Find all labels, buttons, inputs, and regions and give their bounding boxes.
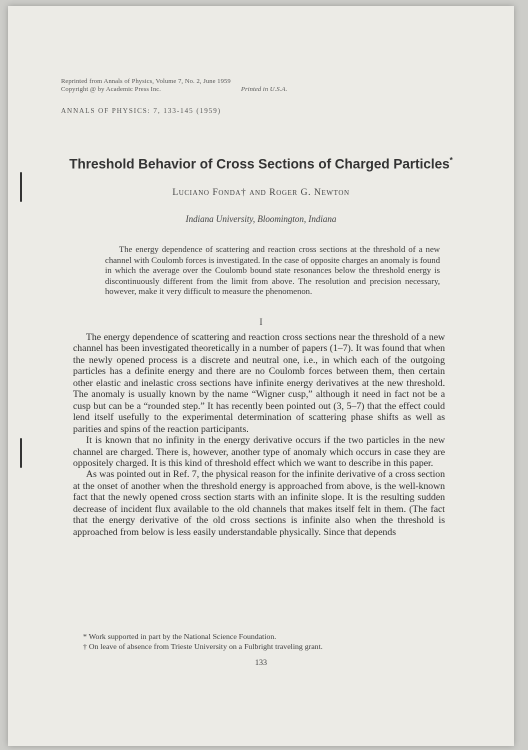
reprint-line: Reprinted from Annals of Physics, Volume 7, No. 2, June 1959 bbox=[61, 78, 231, 85]
abstract: The energy dependence of scattering and reaction cross sections at the threshold of a new channel with Coulomb forces is investigated. In the case of opposite charges an anomaly is found in which the average over the Coulomb bound state resonances below the threshold energy is discontinuously different from the limit from above. The resolution and precision necessary, however, make it very difficult to measure the phenomenon. bbox=[105, 244, 440, 297]
paper-title: Threshold Behavior of Cross Sections of Charged Particles* bbox=[69, 156, 453, 172]
paragraph: As was pointed out in Ref. 7, the physical reason for the infinite derivative of a cross section at the onset of another when the threshold energy is approached from above, is the well-known fact that the newly opened cross section starts with an infinite slope. It is the resulting sudden decrease of incident flux available to the old channels that makes itself felt in them. (The fact that the energy derivative of the old cross sections is infinite also when the threshold is approached from below is less easily understandable physically. Since that depends bbox=[73, 469, 445, 538]
journal-reference: ANNALS OF PHYSICS: 7, 133-145 (1959) bbox=[61, 107, 222, 115]
body-text bbox=[73, 332, 445, 538]
paper-page bbox=[8, 6, 514, 746]
reprint-notice bbox=[61, 78, 288, 94]
paragraph: It is known that no infinity in the energy derivative occurs if the two particles in the new channel are charged. There is, however, another type of anomaly which occurs in case they are oppositely charged. It is this kind of threshold effect which we want to describe in this paper. bbox=[73, 435, 445, 469]
authors: Luciano Fonda† and Roger G. Newton bbox=[172, 188, 350, 198]
section-number: I bbox=[259, 317, 263, 327]
binding-mark bbox=[20, 438, 22, 468]
copyright-line: Copyright @ by Academic Press Inc. Printed in U.S.A. bbox=[61, 86, 288, 93]
footnote: * Work supported in part by the National Science Foundation. bbox=[83, 632, 277, 641]
footnote: † On leave of absence from Trieste University on a Fulbright traveling grant. bbox=[83, 641, 323, 651]
title-footnote-mark: * bbox=[449, 156, 453, 165]
footnotes bbox=[73, 632, 445, 651]
paragraph: The energy dependence of scattering and reaction cross sections near the threshold of a new channel has been investigated theoretically in a number of papers (1–7). It was found that when the newly opened process is a discrete and neutral one, i.e., in which each of the outgoing particles has a definite energy and there are no Coulomb forces between them, then certain other elastic and inelastic cross sections have infinite energy derivatives at the new threshold. The anomaly is usually known by the name “Wigner cusp,” although it need in fact not be a cusp but can be a “rounded step.” It has recently been pointed out (3, 5–7) that the effect could lend itself usefully to the experimental determination of scattering phase shifts as well as parities and spins of the reaction participants. bbox=[73, 332, 445, 435]
page-number: 133 bbox=[255, 658, 267, 667]
affiliation: Indiana University, Bloomington, Indiana bbox=[185, 214, 337, 224]
printed-in: Printed in U.S.A. bbox=[241, 86, 288, 93]
